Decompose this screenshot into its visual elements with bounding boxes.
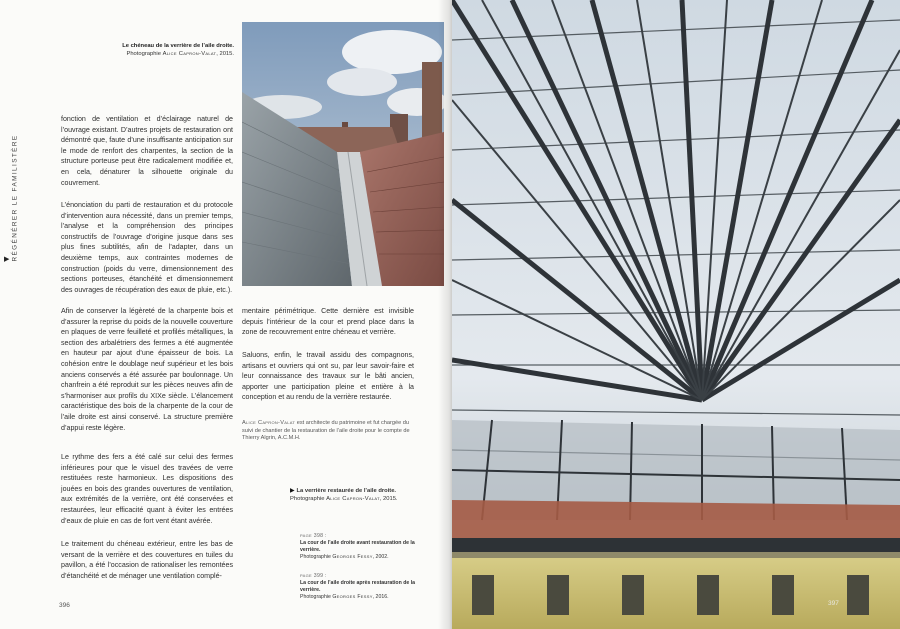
roof-gutter-illustration: [242, 22, 444, 286]
section-title: RÉGÉNÉRER LE FAMILISTÈRE: [11, 134, 19, 262]
caption-credit-prefix: Photographie: [300, 554, 331, 560]
caption-credit-name: Alice Capron-Valat: [326, 496, 380, 502]
caption-title: La cour de l’aile droite après restauration de la verrière.: [300, 580, 416, 593]
caption-credit-year: , 2002.: [372, 554, 389, 560]
body-paragraph: Afin de conserver la légèreté de la charpente bois et d’assurer la reprise du poids de la nouvelle couverture en plaques de verre feuilleté et profilés métalliques, la section des arbalétriers des fermes a été augmentée en hauteur par ajout d’une épaisseur de bois. La cohésion entre le doublage neuf supérieur et les bois anciens conservés a été assurée par boulonnage. Un chanfrein a été reproduit sur les pièces neuves afin de s’harmoniser aux profils du XIXe siècle. L’élancement caractéristique des bois de la charpente de la cour de l’aile droite est ainsi conservé. La structure première d’appui reste légère.: [61, 307, 233, 432]
photo-caption-page-399: [300, 573, 420, 601]
caption-page-tag: page 399 :: [300, 573, 327, 579]
triangle-right-icon: ▶: [4, 256, 10, 263]
author-bio-text: est architecte du patrimoine et fut chargée du suivi de chantier de la restauration de l’aile droite pour le compte de Thierry Algrin, A.C.M.H.: [242, 420, 410, 442]
caption-title: Le chéneau de la verrière de l’aile droite.: [122, 43, 234, 49]
body-paragraph: Saluons, enfin, le travail assidu des compagnons, artisans et ouvriers qui ont su, par leur savoir-faire et leur connaissance des travaux sur le bâti ancien, apporter une participation pleine et entière à la conception et au rendu de la verrière restaurée.: [242, 351, 414, 402]
roof-gutter-photo: [242, 22, 444, 286]
photo-caption-top: [84, 42, 234, 58]
glass-roof-photo: [452, 0, 900, 629]
body-paragraph: mentaire périmétrique. Cette dernière est invisible depuis l’intérieur de la cour et prend place dans la zone de recouvrement entre chéneau et verrière.: [242, 307, 414, 337]
caption-credit-year: , 2016.: [372, 594, 389, 600]
caption-page-tag: page 398 :: [300, 533, 327, 539]
caption-credit-prefix: Photographie: [126, 51, 161, 57]
body-paragraph: fonction de ventilation et d’éclairage naturel de l’ouvrage existant. D’autres projets de restauration ont démontré que, faute d’une insuffisante anticipation sur le mode de renfort des charpentes, la section de la structure porteuse peut être radicalement modifiée et, en cela, dénaturer la silhouette originale du couvrement.: [61, 115, 233, 187]
caption-credit-name: Georges Fessy: [332, 594, 373, 600]
caption-credit-year: , 2015.: [216, 51, 234, 57]
caption-credit-name: Georges Fessy: [332, 554, 373, 560]
caption-credit-prefix: Photographie: [290, 496, 325, 502]
author-bio: [242, 420, 414, 443]
caption-credit-year: , 2015.: [379, 496, 398, 502]
page-number-left: 396: [59, 602, 70, 609]
caption-credit-name: Alice Capron-Valat: [162, 51, 217, 57]
body-paragraph: Le traitement du chéneau extérieur, entre les bas de versant de la verrière et des couvertures en tuiles du pavillon, a été l’occasion de rationaliser les remontées d’étanchéité et de ménager une ventilation complé-: [61, 540, 233, 580]
photo-caption-main: [290, 487, 420, 503]
photo-caption-page-398: [300, 533, 420, 561]
triangle-right-icon: ▶: [290, 488, 295, 494]
glass-roof-illustration: [452, 0, 900, 629]
author-name: Alice Capron-Valat: [242, 420, 296, 426]
caption-title: La verrière restaurée de l’aile droite.: [296, 488, 397, 494]
running-section-label: [1, 134, 19, 270]
caption-credit-prefix: Photographie: [300, 594, 331, 600]
page-number-right: 397: [828, 600, 839, 607]
body-paragraph: L’énonciation du parti de restauration et du protocole d’intervention aura nécessité, dans un premier temps, l’analyse et la compréhension des principes constructifs de l’ouvrage d’origine jusque dans ses plus fines subtilités, afin de l’adapter, dans un deuxième temps, aux contraintes modernes de construction (poids du verre, dimensionnement des sections porteuses, étanchéité et dimensionnement des ouvrages de récupération des eaux de pluie, etc.).: [61, 201, 233, 294]
caption-title: La cour de l’aile droite avant restauration de la verrière.: [300, 540, 415, 553]
body-paragraph: Le rythme des fers a été calé sur celui des fermes inférieures pour que le visuel des travées de verre restituées reste harmonieux. Les dispositions des jouées en bois des grandes ouvertures de ventilation, aux extrémités de la verrière, ont été conservées et restaurées, leur efficacité quant à éviter les entrées d’eaux de pluie en cas de fort vent étant avérée.: [61, 453, 233, 525]
